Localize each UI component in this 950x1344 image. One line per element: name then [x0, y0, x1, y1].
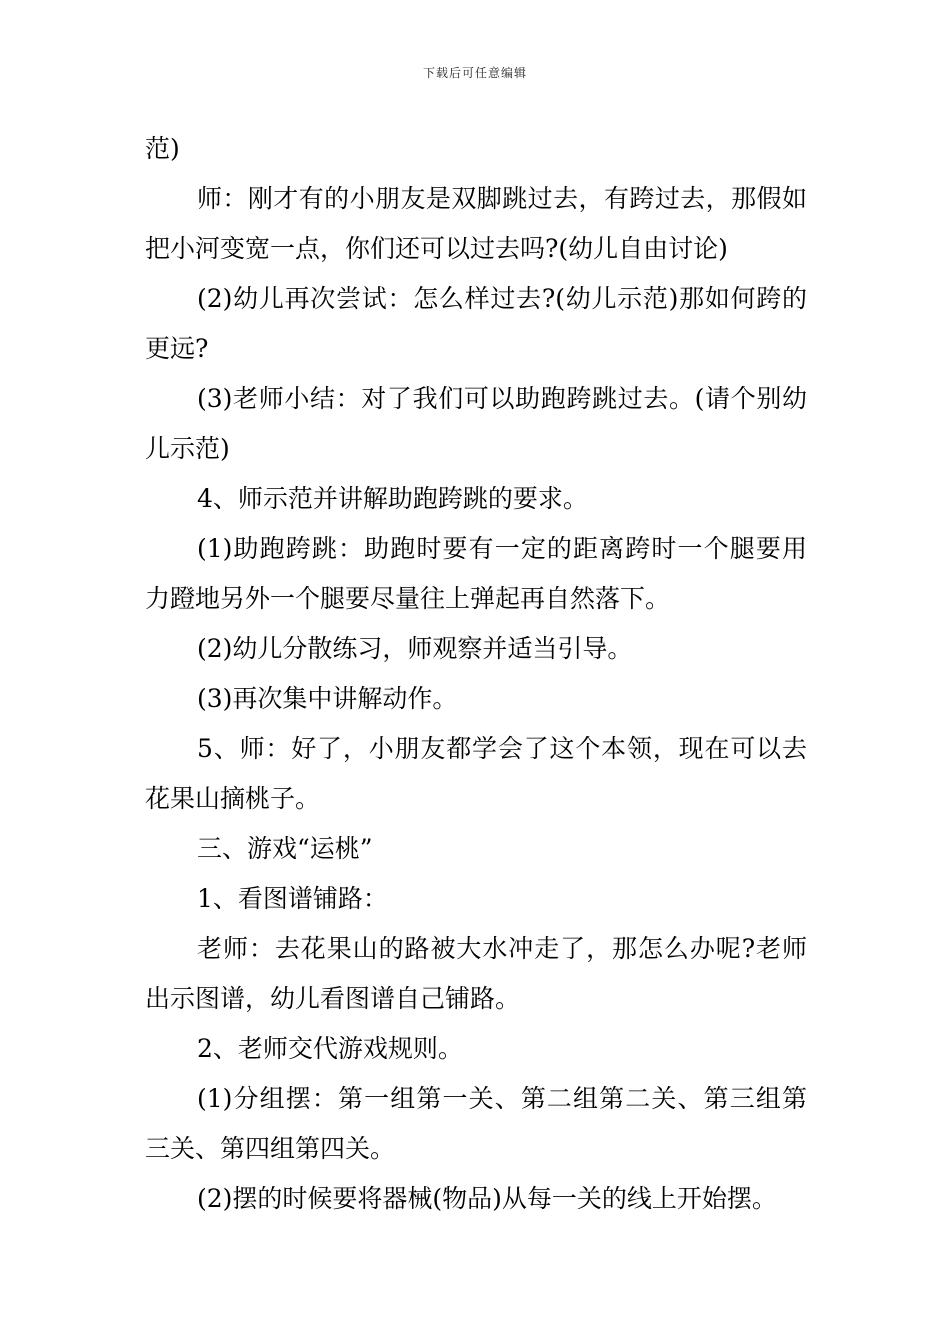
paragraph: 师：刚才有的小朋友是双脚跳过去，有跨过去，那假如把小河变宽一点，你们还可以过去吗?(幼儿自由讨论)	[145, 184, 807, 263]
paragraph: 2、老师交代游戏规则。	[197, 1034, 463, 1063]
paragraph: 5、师：好了，小朋友都学会了这个本领，现在可以去花果山摘桃子。	[145, 734, 807, 813]
paragraph: 范)	[145, 134, 180, 163]
page-header: 下载后可任意编辑	[422, 66, 527, 80]
paragraph: 老师：去花果山的路被大水冲走了，那怎么办呢?老师出示图谱，幼儿看图谱自己铺路。	[145, 934, 807, 1013]
paragraph: 三、游戏“运桃”	[197, 834, 373, 863]
body-text	[145, 124, 807, 1224]
paragraph: (2)幼儿分散练习，师观察并适当引导。	[197, 634, 633, 663]
paragraph: (1)分组摆：第一组第一关、第二组第二关、第三组第三关、第四组第四关。	[145, 1084, 807, 1163]
paragraph: (3)老师小结：对了我们可以助跑跨跳过去。(请个别幼儿示范)	[145, 384, 807, 463]
paragraph: (3)再次集中讲解动作。	[197, 684, 458, 713]
paragraph: (1)助跑跨跳：助跑时要有一定的距离跨时一个腿要用力蹬地另外一个腿要尽量往上弹起再自然落下。	[145, 534, 807, 613]
paragraph: 4、师示范并讲解助跑跨跳的要求。	[197, 484, 588, 513]
paragraph: (2)摆的时候要将器械(物品)从每一关的线上开始摆。	[197, 1184, 777, 1213]
paragraph: (2)幼儿再次尝试：怎么样过去?(幼儿示范)那如何跨的更远?	[145, 284, 807, 363]
paragraph: 1、看图谱铺路：	[197, 884, 388, 913]
